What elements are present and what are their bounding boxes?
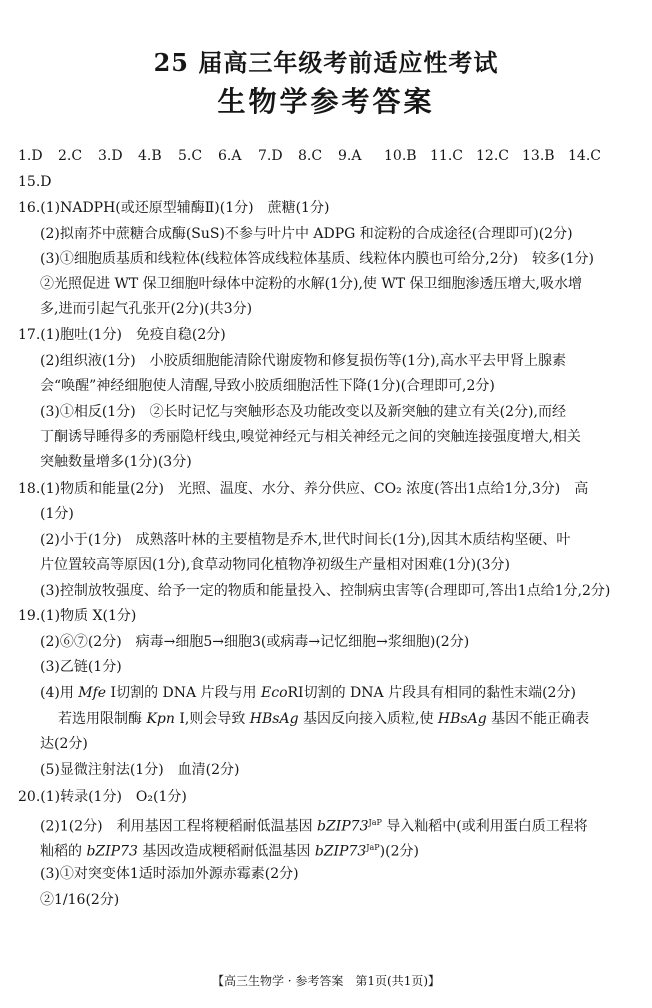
mc-answer: 3.D <box>98 148 123 164</box>
text-run: Ⅰ,则会导致 <box>174 711 250 727</box>
mc-answer: 8.C <box>298 148 323 164</box>
q19-line: (2)⑥⑦(2分) 病毒→细胞5→细胞3(或病毒→记忆细胞→浆细胞)(2分) <box>40 634 470 650</box>
text-run: 若选用限制酶 <box>58 711 147 727</box>
q18-line: (1分) <box>40 506 74 522</box>
q19-line <box>58 708 638 730</box>
superscript: JaP <box>368 818 382 827</box>
q18-line: 18.(1)物质和能量(2分) 光照、温度、水分、养分供应、CO₂ 浓度(答出1点给1分,3分) 高 <box>18 481 589 497</box>
q16-line: (2)拟南芥中蔗糖合成酶(SuS)不参与叶片中 ADPG 和淀粉的合成途径(合理即可)(2分) <box>40 226 573 242</box>
mc-answer: 11.C <box>430 148 463 164</box>
q19-line <box>40 682 638 704</box>
mc-answer: 2.C <box>58 148 83 164</box>
q16-line: ②光照促进 WT 保卫细胞叶绿体中淀粉的水解(1分),使 WT 保卫细胞渗透压增大,吸水增 <box>40 276 582 292</box>
q19-line: (5)显微注射法(1分) 血清(2分) <box>40 762 240 778</box>
text-run: Ⅰ切割的 DNA 片段与用 <box>106 685 262 701</box>
text-run: )(2分) <box>379 843 419 860</box>
gene-name: HBsAg <box>249 711 299 727</box>
mc-answer: 13.B <box>522 148 555 164</box>
mc-answer: 10.B <box>384 148 417 164</box>
text-run: 基因反向接入质粒,使 <box>298 711 438 727</box>
mc-answer: 5.C <box>178 148 203 164</box>
q17-line: 突触数量增多(1分)(3分) <box>40 454 192 470</box>
enzyme-name: Kpn <box>146 711 175 727</box>
text-run: 基因改造成粳稻耐低温基因 <box>137 843 315 860</box>
mc-answer: 4.B <box>138 148 162 164</box>
exam-title: 25 届高三年级考前适应性考试 <box>153 48 499 77</box>
gene-name: bZIP73 <box>317 818 369 835</box>
q17-line: (2)组织液(1分) 小胶质细胞能清除代谢废物和修复损伤等(1分),高水平去甲肾上腺素 <box>40 353 566 369</box>
mc-answer: 6.A <box>218 148 242 164</box>
q20-line: 20.(1)转录(1分) O₂(1分) <box>18 789 187 805</box>
q19-line: (3)乙链(1分) <box>40 659 122 675</box>
text-run: (2)1(2分) 利用基因工程将粳稻耐低温基因 <box>40 818 318 835</box>
q16-line: (3)①细胞质基质和线粒体(线粒体答成线粒体基质、线粒体内膜也可给分,2分) 较多(1分) <box>40 251 594 267</box>
q16-line: 多,进而引起气孔张开(2分)(共3分) <box>40 301 253 317</box>
gene-name: HBsAg <box>437 711 487 727</box>
text-run: 籼稻的 <box>40 843 87 860</box>
mc-answer: 14.C <box>568 148 601 164</box>
q16-line: 16.(1)NADPH(或还原型辅酶Ⅱ)(1分) 蔗糖(1分) <box>18 200 330 216</box>
q17-line: 会“唤醒”神经细胞使人清醒,导致小胶质细胞活性下降(1分)(合理即可,2分) <box>40 378 495 394</box>
gene-name: bZIP73 <box>86 843 138 860</box>
q17-line: 17.(1)胞吐(1分) 免疫自稳(2分) <box>18 327 226 343</box>
mc-answer: 9.A <box>338 148 362 164</box>
mc-answer: 15.D <box>18 174 52 190</box>
answer-key-title: 生物学参考答案 <box>217 85 435 118</box>
mc-answer: 7.D <box>258 148 283 164</box>
q20-line: ②1/16(2分) <box>40 892 120 908</box>
mc-answers-row-1 <box>18 145 638 167</box>
q20-line <box>40 812 638 838</box>
mc-answers-row-2 <box>18 171 638 193</box>
page-footer: 【高三生物学 · 参考答案 第1页(共1页)】 <box>211 974 441 988</box>
q18-line: (3)控制放牧强度、给予一定的物质和能量投入、控制病虫害等(合理即可,答出1点给1分,2分) <box>40 583 611 599</box>
text-run: 导入籼稻中(或利用蛋白质工程将 <box>381 818 588 835</box>
text-run: RⅠ切割的 DNA 片段具有相同的黏性末端(2分) <box>287 685 576 701</box>
q18-line: (2)小于(1分) 成熟落叶林的主要植物是乔木,世代时间长(1分),因其木质结构坚硬、叶 <box>40 532 571 548</box>
gene-name: bZIP73 <box>314 843 367 860</box>
q19-line: 19.(1)物质 X(1分) <box>18 608 137 624</box>
q17-line: 丁酮诱导睡得多的秀丽隐杆线虫,嗅觉神经元与相关神经元之间的突触连接强度增大,相关 <box>40 429 581 445</box>
q19-line: 达(2分) <box>40 736 88 752</box>
enzyme-name: Eco <box>261 685 288 701</box>
text-run: (4)用 <box>40 685 79 701</box>
q18-line: 片位置较高等原因(1分),食草动物同化植物净初级生产量相对困难(1分)(3分) <box>40 557 510 573</box>
q20-line <box>40 837 638 863</box>
mc-answer: 12.C <box>476 148 509 164</box>
enzyme-name: Mfe <box>78 685 107 701</box>
text-run: 基因不能正确表 <box>486 711 590 727</box>
superscript: JaP <box>366 843 380 852</box>
q20-line: (3)①对突变体1适时添加外源赤霉素(2分) <box>40 866 299 882</box>
q17-line: (3)①相反(1分) ②长时记忆与突触形态及功能改变以及新突触的建立有关(2分),而经 <box>40 404 566 420</box>
mc-answer: 1.D <box>18 148 43 164</box>
